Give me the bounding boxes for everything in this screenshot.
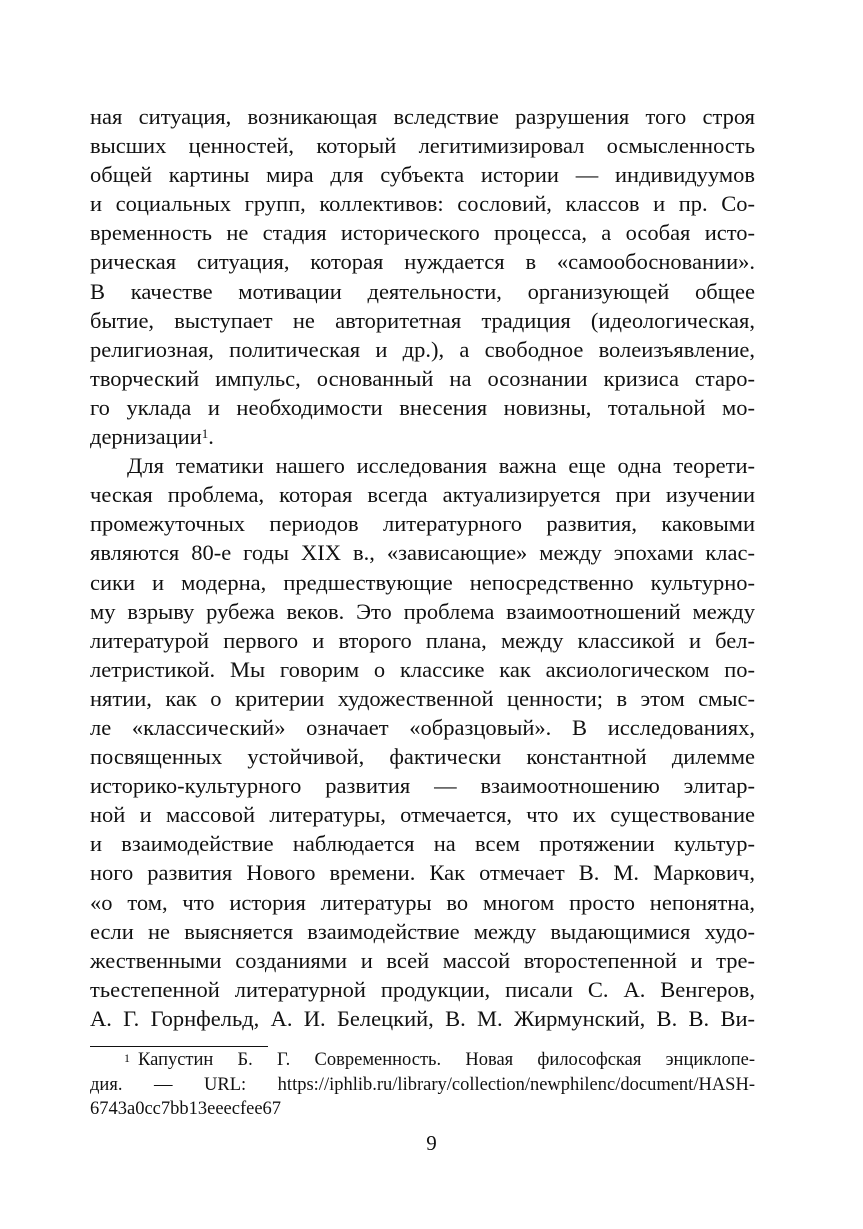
text-line: В качестве мотивации деятельности, организующей общее <box>90 278 755 304</box>
text-line: творческий импульс, основанный на осознании кризиса старо- <box>90 365 755 391</box>
text-line: и взаимодействие наблюдается на всем протяжении культур- <box>90 831 755 857</box>
text-line: тьестепенной литературной продукции, писали С. А. Венгеров, <box>90 976 755 1002</box>
text-line: ной и массовой литературы, отмечается, что их существование <box>90 802 755 828</box>
footnote-separator <box>90 1046 268 1047</box>
text-line: высших ценностей, который легитимизировал осмысленность <box>90 133 755 159</box>
text-line: Для тематики нашего исследования важна еще одна теорети- <box>127 453 755 479</box>
text-line: нятии, как о критерии художественной ценности; в этом смыс- <box>90 685 755 711</box>
text-line: му взрыву рубежа веков. Это проблема взаимоотношений между <box>90 598 755 624</box>
text-line: ная ситуация, возникающая вследствие разрушения того строя <box>90 104 755 129</box>
text-line: общей картины мира для субъекта истории — индивидуумов <box>90 162 755 188</box>
paragraph-1 <box>90 102 755 422</box>
text-line: го уклада и необходимости внесения новизны, тотальной мо- <box>90 394 755 420</box>
footnote <box>90 1048 755 1122</box>
text-line: ного развития Нового времени. Как отмечает В. М. Маркович, <box>90 860 755 886</box>
paragraph-2 <box>90 451 755 1033</box>
text-line: рическая ситуация, которая нуждается в «самообосновании». <box>90 249 755 275</box>
text-line: посвященных устойчивой, фактически константной дилемме <box>90 744 755 770</box>
text-line: литературой первого и второго плана, между классикой и бел- <box>90 627 755 653</box>
text-fragment: . <box>208 424 214 450</box>
text-line <box>90 422 755 451</box>
text-line: и социальных групп, коллективов: сословий, классов и пр. Со- <box>90 191 755 217</box>
text-line: религиозная, политическая и др.), а свободное волеизъявление, <box>90 336 755 362</box>
footnote-line <box>90 1048 755 1073</box>
main-text <box>90 102 755 1033</box>
text-line: «о том, что история литературы во многом просто непонятна, <box>90 889 755 915</box>
text-line: являются 80-е годы XIX в., «зависающие» между эпохами клас- <box>90 540 755 566</box>
text-fragment: дернизации <box>90 424 202 450</box>
footnote-reference[interactable]: 1 <box>201 426 209 442</box>
footnote-marker: 1 <box>124 1051 130 1065</box>
text-line: сики и модерна, предшествующие непосредственно культурно- <box>90 569 755 595</box>
text-line: летристикой. Мы говорим о классике как аксиологическом по- <box>90 656 755 682</box>
text-line: если не выясняется взаимодействие между выдающимися худо- <box>90 918 755 944</box>
text-line: промежуточных периодов литературного развития, каковыми <box>90 511 755 537</box>
text-line: историко-культурного развития — взаимоотношению элитар- <box>90 773 755 799</box>
footnote-text: Капустин Б. Г. Современность. Новая философская энциклопе- <box>138 1050 755 1070</box>
footnote-line: дия. — URL: https://iphlib.ru/library/collection/newphilenc/document/HASH- <box>90 1074 755 1095</box>
text-line: ческая проблема, которая всегда актуализируется при изучении <box>90 482 755 508</box>
text-line: ле «классический» означает «образцовый». В исследованиях, <box>90 714 755 740</box>
text-line: жественными созданиями и всей массой второстепенной и тре- <box>90 947 755 973</box>
footnote-line: 6743a0cc7bb13eeecfee67 <box>90 1099 282 1119</box>
text-line: бытие, выступает не авторитетная традиция (идеологическая, <box>90 307 755 333</box>
text-line: временность не стадия исторического процесса, а особая исто- <box>90 220 755 246</box>
text-line: А. Г. Горнфельд, А. И. Белецкий, В. М. Жирмунский, В. В. Ви- <box>90 1005 755 1031</box>
page-number: 9 <box>426 1131 437 1155</box>
